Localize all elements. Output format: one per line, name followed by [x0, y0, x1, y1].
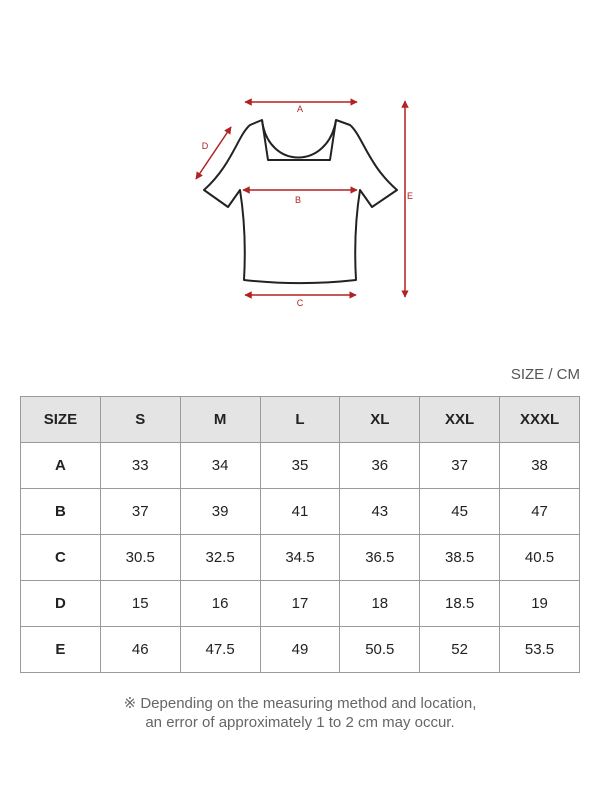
- table-cell: 41: [260, 489, 340, 535]
- measure-arrow-d: [196, 127, 231, 179]
- table-row-a: [21, 443, 580, 489]
- measure-label-b: B: [294, 195, 302, 205]
- table-cell: 37: [420, 443, 500, 489]
- table-cell: 34.5: [260, 535, 340, 581]
- table-cell: 18.5: [420, 581, 500, 627]
- table-header-m: M: [180, 397, 260, 443]
- table-row-b: [21, 489, 580, 535]
- table-cell: 43: [340, 489, 420, 535]
- table-header-s: S: [100, 397, 180, 443]
- unit-label: SIZE / CM: [510, 366, 580, 383]
- table-cell: 47.5: [180, 627, 260, 673]
- table-header-l: L: [260, 397, 340, 443]
- row-label: D: [21, 581, 101, 627]
- table-cell: 36.5: [340, 535, 420, 581]
- table-header-xxxl: XXXL: [500, 397, 580, 443]
- table-cell: 19: [500, 581, 580, 627]
- measure-label-e: E: [406, 191, 414, 201]
- measure-label-a: A: [296, 104, 304, 114]
- row-label: E: [21, 627, 101, 673]
- table-header-xxl: XXL: [420, 397, 500, 443]
- row-label: B: [21, 489, 101, 535]
- table-cell: 16: [180, 581, 260, 627]
- tshirt-diagram-svg: [190, 90, 420, 310]
- table-cell: 36: [340, 443, 420, 489]
- table-cell: 53.5: [500, 627, 580, 673]
- table-cell: 34: [180, 443, 260, 489]
- table-cell: 30.5: [100, 535, 180, 581]
- table-cell: 47: [500, 489, 580, 535]
- table-header-xl: XL: [340, 397, 420, 443]
- table-cell: 49: [260, 627, 340, 673]
- measure-label-d: D: [201, 141, 209, 151]
- measurement-note: [0, 694, 600, 732]
- table-row-d: [21, 581, 580, 627]
- table-cell: 15: [100, 581, 180, 627]
- table-cell: 45: [420, 489, 500, 535]
- table-cell: 50.5: [340, 627, 420, 673]
- table-cell: 32.5: [180, 535, 260, 581]
- table-cell: 18: [340, 581, 420, 627]
- table-cell: 38: [500, 443, 580, 489]
- row-label: C: [21, 535, 101, 581]
- table-cell: 38.5: [420, 535, 500, 581]
- table-row-c: [21, 535, 580, 581]
- note-line-2: an error of approximately 1 to 2 cm may occur.: [145, 714, 455, 731]
- note-line-1: ※ Depending on the measuring method and location,: [123, 695, 477, 712]
- row-label: A: [21, 443, 101, 489]
- table-cell: 52: [420, 627, 500, 673]
- table-cell: 35: [260, 443, 340, 489]
- table-cell: 17: [260, 581, 340, 627]
- tshirt-measurement-diagram: [190, 90, 420, 310]
- table-row-e: [21, 627, 580, 673]
- table-cell: 33: [100, 443, 180, 489]
- table-cell: 46: [100, 627, 180, 673]
- table-header-size: SIZE: [21, 397, 101, 443]
- table-cell: 40.5: [500, 535, 580, 581]
- measure-label-c: C: [296, 298, 304, 308]
- size-chart-table: [20, 396, 580, 673]
- table-header-row: [21, 397, 580, 443]
- table-cell: 39: [180, 489, 260, 535]
- table-cell: 37: [100, 489, 180, 535]
- tshirt-neckline: [262, 120, 336, 160]
